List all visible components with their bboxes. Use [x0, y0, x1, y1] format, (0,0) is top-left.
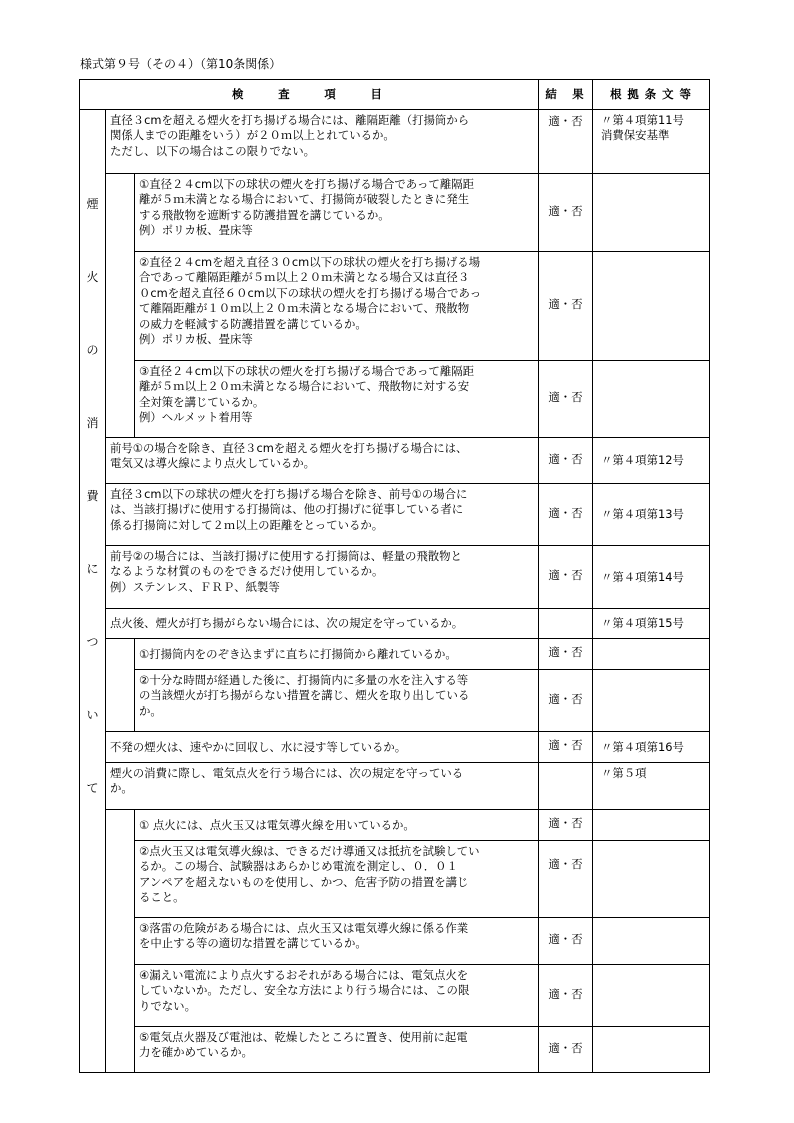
indent-cell [106, 810, 135, 1073]
basis-text-line: 〃第４項第16号 [601, 739, 684, 754]
basis-cell [593, 965, 710, 1027]
side-label-char: い [86, 708, 99, 722]
table-row [80, 110, 710, 174]
basis-cell [593, 484, 710, 546]
inspection-table [79, 79, 710, 1073]
item-text [106, 763, 539, 810]
table-row [80, 609, 710, 639]
result-cell[interactable]: 適・否 [539, 361, 593, 438]
item-text [106, 732, 539, 763]
item-text-line: ただし、以下の場合はこの限りでない。 [110, 143, 316, 158]
item-text-line: していないか。ただし、安全な方法により行う場合には、この限 [139, 983, 470, 998]
item-text [135, 252, 539, 361]
basis-cell [593, 732, 710, 763]
item-text-line: の当該煙火が打ち揚がらない措置を講じ、煙火を取り出している [139, 688, 470, 703]
table-row [80, 732, 710, 763]
item-text-line: の威力を軽減する防護措置を講じているか。 [139, 316, 367, 331]
result-cell[interactable]: 適・否 [539, 484, 593, 546]
item-text-line: を中止する等の適切な措置を講じているか。 [139, 936, 367, 951]
item-text [135, 841, 539, 918]
item-text-line: 例）ヘルメット着用等 [139, 410, 253, 425]
item-text-line: ③直径２４cm以下の球状の煙火を打ち揚げる場合であって離隔距 [139, 364, 475, 378]
basis-cell [593, 438, 710, 484]
table-row [80, 438, 710, 484]
item-text [106, 546, 539, 609]
side-label-char: 火 [86, 270, 99, 284]
item-text [135, 918, 539, 965]
basis-cell [593, 639, 710, 670]
side-label-char: に [86, 562, 99, 576]
item-text [106, 438, 539, 484]
side-label-char: 消 [86, 416, 99, 430]
item-text-line: 点火後、煙火が打ち揚がらない場合には、次の規定を守っているか。 [110, 616, 464, 631]
table-row [80, 763, 710, 810]
table-row [80, 841, 710, 918]
item-text-line: か。 [139, 703, 162, 718]
basis-cell [593, 252, 710, 361]
item-text-line: 合であって離隔距離が５ｍ以上２０ｍ未満となる場合又は直径３ [139, 270, 470, 285]
basis-cell [593, 546, 710, 609]
item-text [135, 361, 539, 438]
table-row [80, 639, 710, 670]
basis-cell [593, 810, 710, 841]
basis-cell [593, 609, 710, 639]
result-cell[interactable]: 適・否 [539, 252, 593, 361]
side-label-char: の [86, 343, 99, 357]
result-cell[interactable]: 適・否 [539, 639, 593, 670]
item-text [106, 484, 539, 546]
side-label-char: つ [86, 635, 99, 649]
basis-cell [593, 841, 710, 918]
item-text-line: ０cmを超え直径６０cm以下の球状の煙火を打ち揚げる場合であっ [139, 285, 482, 300]
item-text-line: 例）ステンレス、ＦＲＰ、紙製等 [110, 579, 280, 594]
result-cell[interactable]: 適・否 [539, 810, 593, 841]
item-text [135, 639, 539, 670]
header-row [80, 80, 710, 110]
result-cell[interactable]: 適・否 [539, 110, 593, 174]
table-row [80, 1027, 710, 1073]
table-row [80, 546, 710, 609]
item-text-line: ②十分な時間が経過した後に、打揚筒内に多量の水を注入する等 [139, 673, 469, 687]
item-text-line: する飛散物を遮断する防護措置を講じているか。 [139, 207, 390, 222]
basis-cell [593, 918, 710, 965]
item-text-line: 力を確かめているか。 [139, 1045, 253, 1060]
item-text-line: 全対策を講じているか。 [139, 394, 265, 409]
result-cell[interactable]: 適・否 [539, 841, 593, 918]
table-row [80, 918, 710, 965]
item-text-line: ①打揚筒内をのぞき込まずに直ちに打揚筒から離れているか。 [139, 646, 457, 661]
item-text-line: て離隔距離が１０ｍ以上２０ｍ未満となる場合において、飛散物 [139, 301, 470, 316]
header-basis: 根 拠 条 文 等 [593, 80, 710, 110]
side-label-char: 煙 [86, 197, 99, 211]
basis-text-line: 〃第４項第14号 [601, 569, 684, 584]
basis-cell [593, 110, 710, 174]
indent-cell [106, 639, 135, 732]
item-text-line: ①直径２４cm以下の球状の煙火を打ち揚げる場合であって離隔距 [139, 177, 475, 191]
form-title: 様式第９号（その４）（第10条関係） [80, 57, 282, 71]
basis-text-line: 消費保安基準 [601, 128, 670, 143]
header-items: 検 査 項 目 [80, 80, 539, 110]
result-cell[interactable]: 適・否 [539, 918, 593, 965]
item-text-line: 直径３cm以下の球状の煙火を打ち揚げる場合を除き、前号①の場合に [110, 487, 468, 501]
table-row [80, 174, 710, 252]
item-text [106, 110, 539, 174]
basis-text-line: 〃第４項第15号 [601, 616, 684, 631]
indent-cell [106, 174, 135, 438]
item-text-line: 例）ポリカ板、畳床等 [139, 223, 253, 238]
basis-text-line: 〃第４項第13号 [601, 507, 684, 522]
item-text-line: 煙火の消費に際し、電気点火を行う場合には、次の規定を守っている [110, 766, 464, 780]
item-text-line: るか。この場合、試験器はあらかじめ電流を測定し、０．０１ [139, 859, 458, 874]
result-cell[interactable] [539, 609, 593, 639]
basis-cell [593, 763, 710, 810]
table-row [80, 484, 710, 546]
basis-cell [593, 670, 710, 732]
header-result: 結 果 [539, 80, 593, 110]
item-text-line: アンペアを超えないものを使用し、かつ、危害予防の措置を講じ [139, 874, 469, 889]
item-text-line: か。 [110, 781, 133, 796]
item-text [135, 1027, 539, 1073]
basis-cell [593, 361, 710, 438]
item-text-line: ④漏えい電流により点火するおそれがある場合には、電気点火を [139, 968, 469, 982]
item-text-line: 関係人までの距離をいう）が２０ｍ以上とれているか。 [110, 128, 395, 143]
result-cell[interactable]: 適・否 [539, 1027, 593, 1073]
result-cell[interactable]: 適・否 [539, 174, 593, 252]
item-text-line: 離が５ｍ未満となる場合において、打揚筒が破裂したときに発生 [139, 192, 470, 207]
item-text-line: 電気又は導火線により点火しているか。 [110, 456, 316, 471]
result-cell[interactable]: 適・否 [539, 732, 593, 763]
item-text-line: 係る打揚筒に対して２ｍ以上の距離をとっているか。 [110, 517, 384, 532]
item-text-line: ① 点火には、点火玉又は電気導火線を用いているか。 [139, 817, 415, 832]
basis-text-line: 〃第４項第11号 [601, 113, 684, 127]
item-text-line: ⑤電気点火器及び電池は、乾燥したところに置き、使用前に起電 [139, 1030, 468, 1044]
table-row [80, 965, 710, 1027]
item-text-line: 前号①の場合を除き、直径３cmを超える煙火を打ち揚げる場合には、 [110, 441, 468, 455]
basis-text-line: 〃第５項 [601, 766, 647, 780]
table-row [80, 361, 710, 438]
result-cell[interactable] [539, 763, 593, 810]
result-cell[interactable]: 適・否 [539, 965, 593, 1027]
side-label [80, 110, 106, 1073]
item-text-line: ③落雷の危険がある場合には、点火玉又は電気導火線に係る作業 [139, 921, 469, 935]
basis-cell [593, 1027, 710, 1073]
item-text-line: りでない。 [139, 998, 196, 1013]
item-text-line: 直径３cmを超える煙火を打ち揚げる場合には、離隔距離（打揚筒から [110, 113, 470, 127]
table-row [80, 252, 710, 361]
side-label-char: 費 [86, 489, 99, 503]
item-text-line: なるような材質のものをできるだけ使用しているか。 [110, 564, 384, 579]
item-text-line: 離が５ｍ以上２０ｍ未満となる場合において、飛散物に対する安 [139, 379, 470, 394]
side-label-char: て [86, 781, 99, 795]
item-text [135, 670, 539, 732]
basis-cell [593, 174, 710, 252]
result-cell[interactable]: 適・否 [539, 670, 593, 732]
item-text-line: ること。 [139, 890, 185, 905]
table-row [80, 670, 710, 732]
item-text-line: 例）ポリカ板、畳床等 [139, 332, 253, 347]
item-text [135, 810, 539, 841]
item-text-line: 不発の煙火は、速やかに回収し、水に浸す等しているか。 [110, 739, 407, 754]
item-text-line: ②点火玉又は電気導火線は、できるだけ導通又は抵抗を試験してい [139, 844, 480, 858]
result-cell[interactable]: 適・否 [539, 546, 593, 609]
basis-text-line: 〃第４項第12号 [601, 453, 684, 468]
result-cell[interactable]: 適・否 [539, 438, 593, 484]
item-text [106, 609, 539, 639]
item-text [135, 174, 539, 252]
item-text-line: は、当該打揚げに使用する打揚筒は、他の打揚げに従事している者に [110, 502, 464, 517]
item-text-line: 前号②の場合には、当該打揚げに使用する打揚筒は、軽量の飛散物と [110, 549, 462, 563]
item-text [135, 965, 539, 1027]
table-row [80, 810, 710, 841]
item-text-line: ②直径２４cmを超え直径３０cm以下の球状の煙火を打ち揚げる場 [139, 255, 481, 269]
